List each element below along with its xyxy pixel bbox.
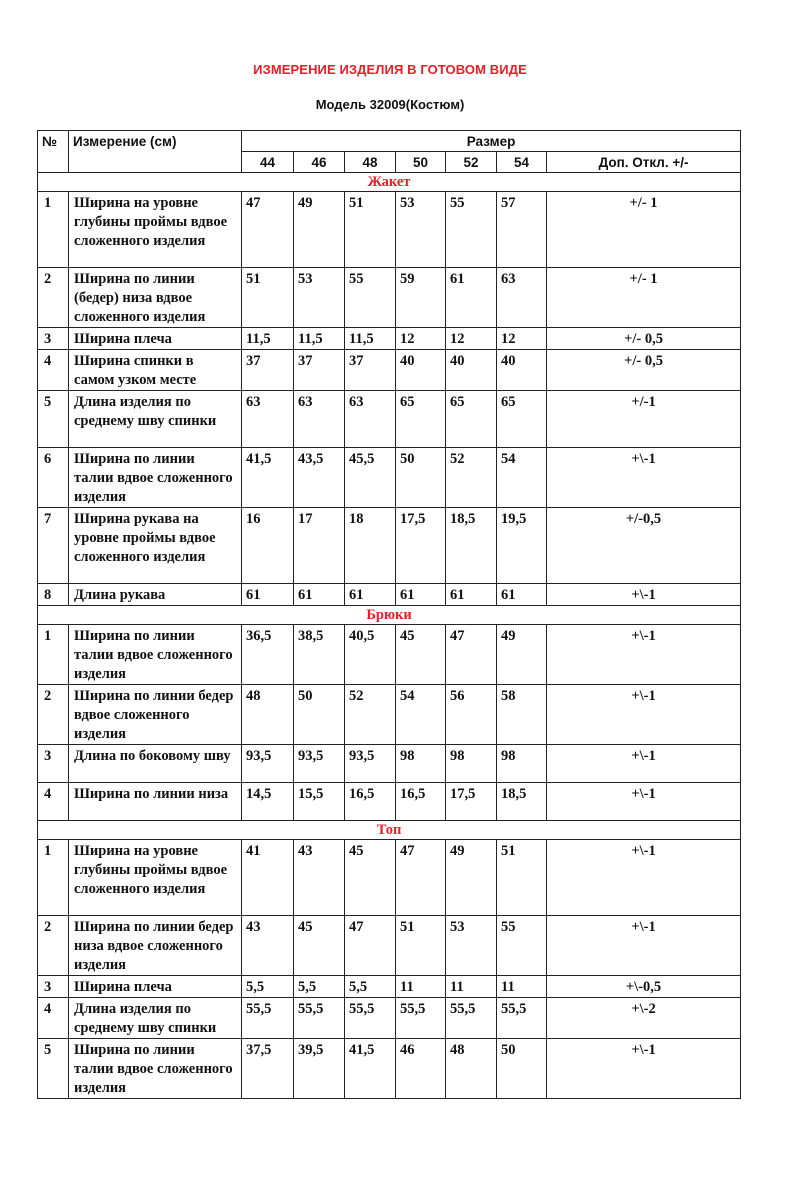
size-value: 40,5 <box>345 625 396 685</box>
size-46: 46 <box>294 152 345 173</box>
size-value: 38,5 <box>294 625 345 685</box>
measurement-name: Ширина по линии бедер низа вдвое сложенного изделия <box>69 916 242 976</box>
measurement-name: Ширина по линии талии вдвое сложенного изделия <box>69 1039 242 1099</box>
measurement-name: Ширина на уровне глубины проймы вдвое сложенного изделия <box>69 192 242 268</box>
measurement-name: Длина изделия по среднему шву спинки <box>69 998 242 1039</box>
size-value: 61 <box>497 584 547 606</box>
size-value: 40 <box>497 350 547 391</box>
size-value: 37 <box>294 350 345 391</box>
size-value: 53 <box>294 268 345 328</box>
size-value: 51 <box>497 840 547 916</box>
table-row <box>38 625 741 685</box>
table-row <box>38 745 741 783</box>
deviation-value: +\-2 <box>547 998 741 1039</box>
size-value: 39,5 <box>294 1039 345 1099</box>
size-value: 63 <box>294 391 345 448</box>
size-value: 12 <box>497 328 547 350</box>
deviation-value: +\-1 <box>547 685 741 745</box>
size-value: 50 <box>396 448 446 508</box>
size-value: 54 <box>396 685 446 745</box>
size-value: 48 <box>242 685 294 745</box>
table-row <box>38 998 741 1039</box>
measurement-name: Ширина плеча <box>69 976 242 998</box>
size-value: 48 <box>446 1039 497 1099</box>
size-value: 98 <box>497 745 547 783</box>
size-value: 57 <box>497 192 547 268</box>
size-value: 5,5 <box>242 976 294 998</box>
row-number: 7 <box>38 508 69 584</box>
table-row <box>38 783 741 821</box>
size-value: 36,5 <box>242 625 294 685</box>
measurement-name: Ширина плеча <box>69 328 242 350</box>
size-value: 55,5 <box>345 998 396 1039</box>
row-number: 5 <box>38 391 69 448</box>
row-number: 4 <box>38 998 69 1039</box>
header-number: № <box>38 131 69 173</box>
table-row <box>38 268 741 328</box>
section-row <box>38 606 741 625</box>
size-value: 63 <box>345 391 396 448</box>
size-value: 49 <box>446 840 497 916</box>
table-row <box>38 350 741 391</box>
size-value: 55,5 <box>446 998 497 1039</box>
size-value: 51 <box>396 916 446 976</box>
deviation-value: +\-1 <box>547 783 741 821</box>
size-value: 93,5 <box>242 745 294 783</box>
deviation-value: +\-1 <box>547 1039 741 1099</box>
size-52: 52 <box>446 152 497 173</box>
size-value: 61 <box>345 584 396 606</box>
size-value: 18 <box>345 508 396 584</box>
size-value: 41,5 <box>345 1039 396 1099</box>
size-value: 16,5 <box>345 783 396 821</box>
size-value: 45,5 <box>345 448 396 508</box>
size-value: 5,5 <box>345 976 396 998</box>
size-value: 47 <box>396 840 446 916</box>
size-value: 5,5 <box>294 976 345 998</box>
measurement-name: Ширина по линии талии вдвое сложенного изделия <box>69 448 242 508</box>
deviation-value: +/- 0,5 <box>547 350 741 391</box>
row-number: 4 <box>38 350 69 391</box>
size-value: 55 <box>497 916 547 976</box>
size-value: 55 <box>446 192 497 268</box>
size-value: 49 <box>497 625 547 685</box>
row-number: 1 <box>38 192 69 268</box>
size-value: 56 <box>446 685 497 745</box>
size-value: 52 <box>345 685 396 745</box>
deviation-value: +\-1 <box>547 448 741 508</box>
deviation-value: +\-1 <box>547 625 741 685</box>
table-row <box>38 840 741 916</box>
model-subtitle: Модель 32009(Костюм) <box>315 97 465 112</box>
size-value: 61 <box>446 584 497 606</box>
table-row <box>38 508 741 584</box>
size-value: 18,5 <box>497 783 547 821</box>
row-number: 2 <box>38 268 69 328</box>
size-value: 98 <box>396 745 446 783</box>
size-value: 61 <box>242 584 294 606</box>
size-value: 65 <box>446 391 497 448</box>
size-value: 19,5 <box>497 508 547 584</box>
size-value: 49 <box>294 192 345 268</box>
size-50: 50 <box>396 152 446 173</box>
table-row <box>38 391 741 448</box>
measurement-name: Ширина по линии (бедер) низа вдвое сложенного изделия <box>69 268 242 328</box>
table-row <box>38 1039 741 1099</box>
deviation-value: +\-1 <box>547 840 741 916</box>
size-value: 93,5 <box>294 745 345 783</box>
size-value: 50 <box>497 1039 547 1099</box>
size-value: 59 <box>396 268 446 328</box>
size-value: 11 <box>396 976 446 998</box>
size-value: 40 <box>396 350 446 391</box>
size-48: 48 <box>345 152 396 173</box>
size-value: 65 <box>497 391 547 448</box>
size-value: 45 <box>396 625 446 685</box>
size-value: 98 <box>446 745 497 783</box>
table-row <box>38 685 741 745</box>
size-54: 54 <box>497 152 547 173</box>
table-row <box>38 976 741 998</box>
size-value: 61 <box>396 584 446 606</box>
measurement-name: Ширина по линии бедер вдвое сложенного изделия <box>69 685 242 745</box>
size-value: 43 <box>242 916 294 976</box>
size-value: 43,5 <box>294 448 345 508</box>
table-row <box>38 448 741 508</box>
section-row <box>38 173 741 192</box>
measurement-name: Ширина на уровне глубины проймы вдвое сложенного изделия <box>69 840 242 916</box>
size-value: 45 <box>294 916 345 976</box>
size-value: 11,5 <box>345 328 396 350</box>
size-value: 55 <box>345 268 396 328</box>
row-number: 3 <box>38 976 69 998</box>
row-number: 1 <box>38 625 69 685</box>
table-row <box>38 916 741 976</box>
size-value: 50 <box>294 685 345 745</box>
deviation-value: +/- 1 <box>547 268 741 328</box>
size-value: 51 <box>242 268 294 328</box>
size-value: 53 <box>396 192 446 268</box>
size-value: 12 <box>396 328 446 350</box>
header-measure: Измерение (см) <box>69 131 242 173</box>
size-value: 11,5 <box>294 328 345 350</box>
size-value: 41 <box>242 840 294 916</box>
row-number: 4 <box>38 783 69 821</box>
deviation-value: +\-1 <box>547 916 741 976</box>
measurement-name: Ширина по линии талии вдвое сложенного изделия <box>69 625 242 685</box>
size-value: 54 <box>497 448 547 508</box>
measurement-table <box>37 130 741 1099</box>
size-value: 55,5 <box>294 998 345 1039</box>
size-value: 55,5 <box>242 998 294 1039</box>
size-value: 61 <box>446 268 497 328</box>
deviation-value: +/-1 <box>547 391 741 448</box>
header-row <box>38 131 741 152</box>
size-value: 37 <box>345 350 396 391</box>
size-value: 45 <box>345 840 396 916</box>
size-value: 16 <box>242 508 294 584</box>
row-number: 2 <box>38 685 69 745</box>
size-value: 46 <box>396 1039 446 1099</box>
size-value: 55,5 <box>396 998 446 1039</box>
size-value: 51 <box>345 192 396 268</box>
row-number: 3 <box>38 328 69 350</box>
size-value: 11 <box>446 976 497 998</box>
size-value: 18,5 <box>446 508 497 584</box>
size-value: 40 <box>446 350 497 391</box>
size-value: 12 <box>446 328 497 350</box>
deviation-value: +/- 1 <box>547 192 741 268</box>
table-row <box>38 192 741 268</box>
row-number: 5 <box>38 1039 69 1099</box>
measurement-name: Длина по боковому шву <box>69 745 242 783</box>
size-value: 11 <box>497 976 547 998</box>
size-value: 37 <box>242 350 294 391</box>
size-value: 11,5 <box>242 328 294 350</box>
measurement-name: Ширина спинки в самом узком месте <box>69 350 242 391</box>
row-number: 8 <box>38 584 69 606</box>
size-value: 47 <box>345 916 396 976</box>
size-value: 61 <box>294 584 345 606</box>
size-value: 37,5 <box>242 1039 294 1099</box>
header-size: Размер <box>242 131 741 152</box>
measurement-name: Ширина по линии низа <box>69 783 242 821</box>
size-value: 47 <box>242 192 294 268</box>
size-value: 53 <box>446 916 497 976</box>
size-value: 52 <box>446 448 497 508</box>
size-value: 17,5 <box>396 508 446 584</box>
size-value: 93,5 <box>345 745 396 783</box>
row-number: 3 <box>38 745 69 783</box>
measurement-name: Длина изделия по среднему шву спинки <box>69 391 242 448</box>
deviation-value: +/- 0,5 <box>547 328 741 350</box>
deviation-value: +\-0,5 <box>547 976 741 998</box>
size-value: 41,5 <box>242 448 294 508</box>
table-row <box>38 328 741 350</box>
row-number: 6 <box>38 448 69 508</box>
size-value: 55,5 <box>497 998 547 1039</box>
header-deviation: Доп. Откл. +/- <box>547 152 741 173</box>
row-number: 1 <box>38 840 69 916</box>
size-value: 43 <box>294 840 345 916</box>
row-number: 2 <box>38 916 69 976</box>
deviation-value: +\-1 <box>547 745 741 783</box>
size-value: 17,5 <box>446 783 497 821</box>
size-value: 63 <box>497 268 547 328</box>
deviation-value: +/-0,5 <box>547 508 741 584</box>
size-44: 44 <box>242 152 294 173</box>
document-title: ИЗМЕРЕНИЕ ИЗДЕЛИЯ В ГОТОВОМ ВИДЕ <box>253 62 527 77</box>
table-row <box>38 584 741 606</box>
section-title: Топ <box>38 821 741 840</box>
size-value: 17 <box>294 508 345 584</box>
size-value: 14,5 <box>242 783 294 821</box>
size-value: 58 <box>497 685 547 745</box>
section-title: Брюки <box>38 606 741 625</box>
section-row <box>38 821 741 840</box>
measurement-name: Ширина рукава на уровне проймы вдвое сложенного изделия <box>69 508 242 584</box>
size-value: 47 <box>446 625 497 685</box>
measurement-name: Длина рукава <box>69 584 242 606</box>
section-title: Жакет <box>38 173 741 192</box>
table-body <box>38 131 741 1099</box>
size-value: 63 <box>242 391 294 448</box>
size-value: 15,5 <box>294 783 345 821</box>
size-value: 65 <box>396 391 446 448</box>
deviation-value: +\-1 <box>547 584 741 606</box>
size-value: 16,5 <box>396 783 446 821</box>
